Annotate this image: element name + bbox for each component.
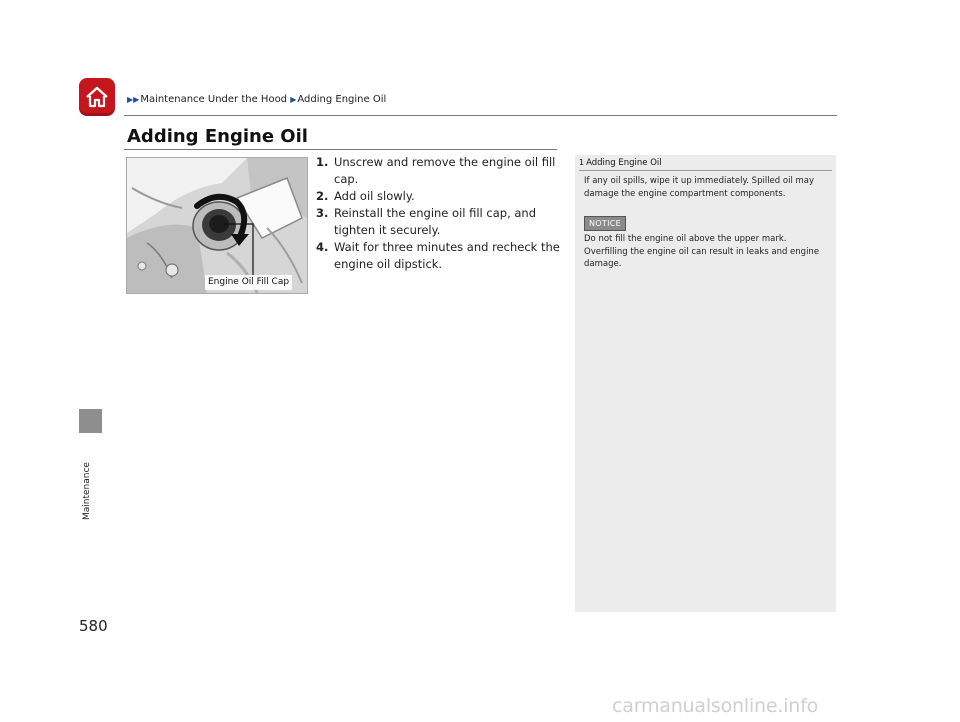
step-number: 1. xyxy=(316,155,329,169)
page-title: Adding Engine Oil xyxy=(127,126,308,147)
illustration-caption: Engine Oil Fill Cap xyxy=(205,275,292,290)
list-item xyxy=(316,239,561,273)
step-text: Unscrew and remove the engine oil fill cap. xyxy=(334,155,556,186)
breadcrumb xyxy=(127,94,386,105)
note-reference-icon: 1 xyxy=(579,158,585,167)
engine-bay-drawing xyxy=(127,158,307,293)
notice-badge: NOTICE xyxy=(584,216,626,231)
note-paragraph: If any oil spills, wipe it up immediately. Spilled oil may damage the engine compartment components. xyxy=(584,176,815,199)
note-panel xyxy=(575,155,836,612)
step-text: Reinstall the engine oil fill cap, and tighten it securely. xyxy=(334,206,537,237)
note-paragraph: Do not fill the engine oil above the upper mark. Overfilling the engine oil can result in leaks and engine damage. xyxy=(584,234,820,269)
home-button[interactable] xyxy=(79,78,115,116)
watermark: carmanualsonline.info xyxy=(612,695,819,717)
sidebar-section-tab[interactable] xyxy=(79,409,102,433)
step-text: Add oil slowly. xyxy=(334,189,415,203)
step-text: Wait for three minutes and recheck the engine oil dipstick. xyxy=(334,240,560,271)
home-icon xyxy=(84,84,110,110)
breadcrumb-current: Adding Engine Oil xyxy=(297,94,387,105)
list-item xyxy=(316,154,561,188)
title-divider xyxy=(124,149,557,150)
step-number: 3. xyxy=(316,206,329,220)
note-heading-text: Adding Engine Oil xyxy=(586,158,662,168)
breadcrumb-link-maintenance-under-hood[interactable]: Maintenance Under the Hood xyxy=(140,94,288,105)
breadcrumb-arrow-icon: ▶ xyxy=(290,95,297,104)
list-item xyxy=(316,205,561,239)
page-number: 580 xyxy=(79,617,108,635)
engine-oil-fill-cap-illustration xyxy=(126,157,308,294)
sidebar-section-label: Maintenance xyxy=(82,462,92,520)
step-number: 4. xyxy=(316,240,329,254)
header-divider xyxy=(124,115,837,116)
step-number: 2. xyxy=(316,189,329,203)
breadcrumb-arrow-icon: ▶▶ xyxy=(127,95,140,104)
procedure-steps xyxy=(316,154,561,273)
note-heading xyxy=(579,158,662,168)
note-divider xyxy=(579,170,832,171)
list-item xyxy=(316,188,561,205)
